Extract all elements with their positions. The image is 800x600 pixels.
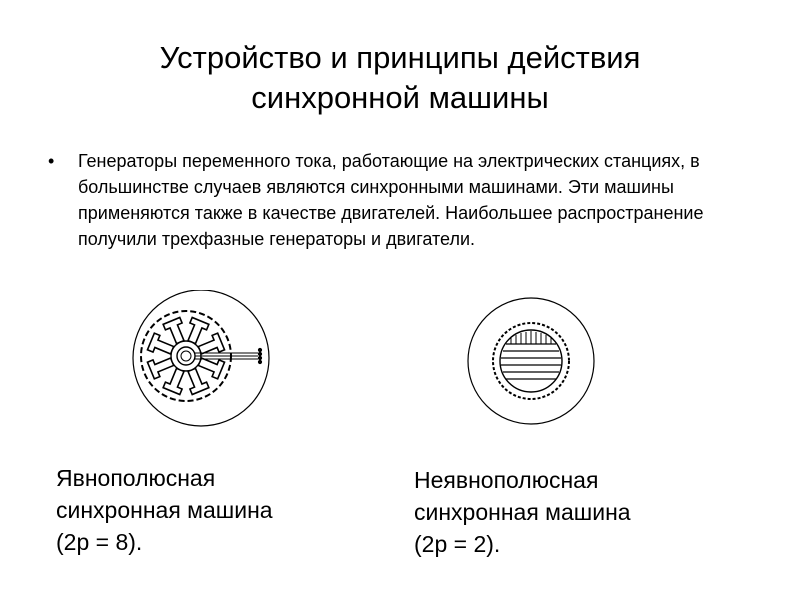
salient-caption-line-1: Явнополюсная bbox=[56, 465, 216, 491]
nonsalient-caption-line-1: Неявнополюсная bbox=[414, 467, 599, 493]
salient-pole-machine-diagram bbox=[128, 290, 278, 440]
slide-title bbox=[0, 38, 800, 118]
nonsalient-caption-line-3: (2p = 2). bbox=[414, 531, 501, 557]
bullet-marker: • bbox=[48, 151, 55, 171]
nonsalient-machine-diagram bbox=[466, 296, 596, 426]
salient-machine-caption bbox=[56, 462, 273, 558]
shaft-inner bbox=[181, 351, 191, 361]
bullet-text: Генераторы переменного тока, работающие на электрических станциях, в большинстве случаев являются синхронными машинами. Эти машины применяются также в качестве двигателей. Наибольшее распространение получили трехфазные генераторы и двигатели. bbox=[78, 151, 704, 249]
salient-caption-line-2: синхронная машина bbox=[56, 497, 273, 523]
salient-caption-line-3: (2p = 8). bbox=[56, 529, 143, 555]
nonsalient-caption-line-2: синхронная машина bbox=[414, 499, 631, 525]
bullet-list bbox=[48, 148, 738, 252]
slide-title-line-2: синхронной машины bbox=[251, 80, 549, 115]
nonsalient-machine-caption bbox=[414, 464, 631, 560]
slide-title-line-1: Устройство и принципы действия bbox=[159, 40, 641, 75]
bullet-item bbox=[48, 148, 738, 252]
